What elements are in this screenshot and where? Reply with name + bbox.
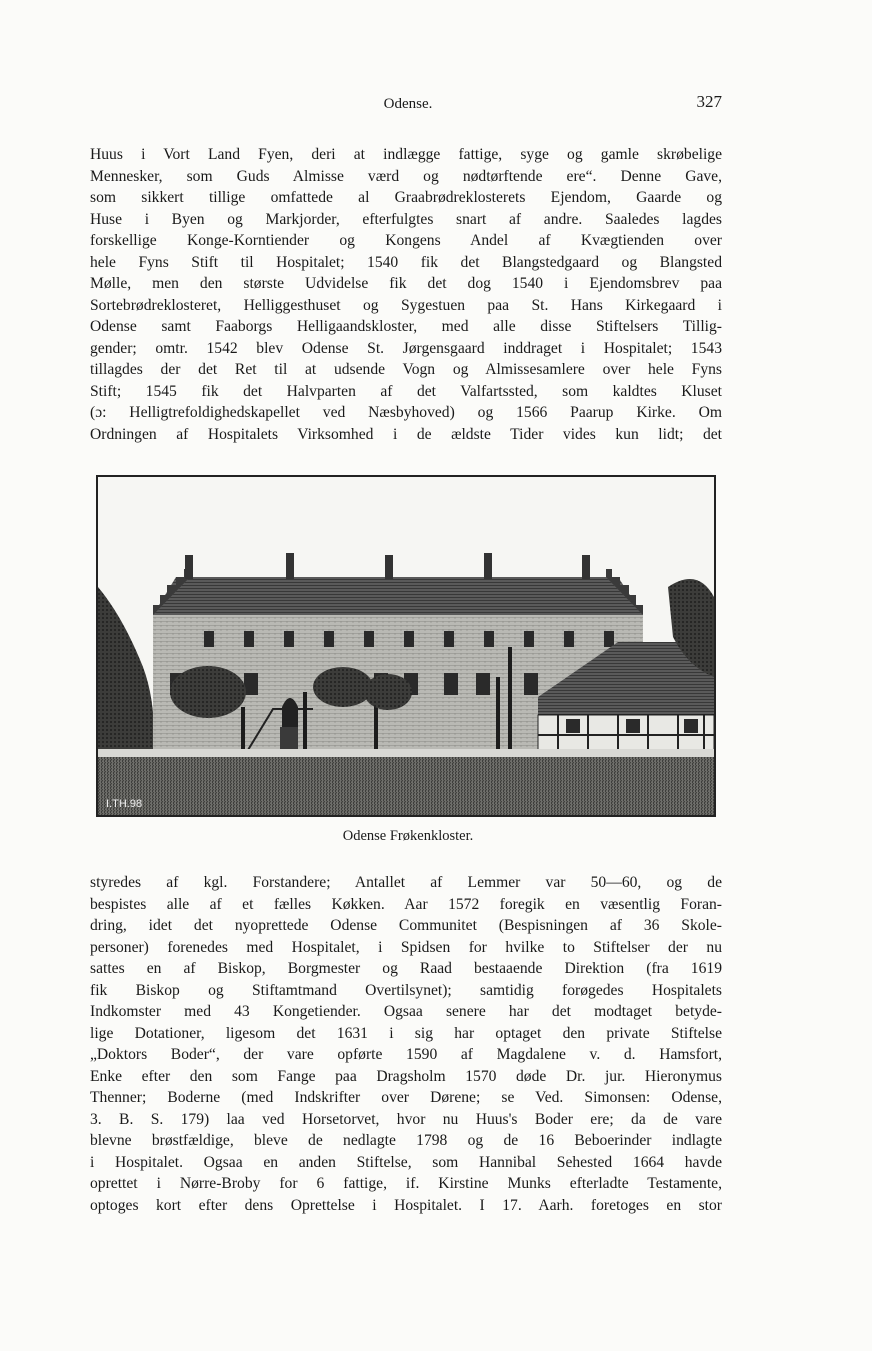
text-line: bespistes alle af et fælles Køkken. Aar 1572 foregik en væsentlig Foran- — [90, 895, 722, 913]
text-line: i Hospitalet. Ogsaa en anden Stiftelse, som Hannibal Sehested 1664 havde — [90, 1153, 722, 1171]
courtyard-path — [98, 749, 714, 757]
text-line: fik Biskop og Stiftamtmand Overtilsynet); samtidig forøgedes Hospitalets — [90, 981, 722, 999]
chimney — [286, 553, 294, 579]
chimney — [484, 553, 492, 579]
text-line: Indkomster med 43 Kongetiender. Ogsaa senere har det modtaget betyde- — [90, 1003, 722, 1020]
text-line: lige Dotationer, ligesom det 1631 i sig har optaget den private Stiftelse — [90, 1024, 722, 1042]
text-line: optoges kort efter dens Oprettelse i Hospitalet. I 17. Aarh. foretoges en stor — [90, 1196, 722, 1214]
chimney — [185, 555, 193, 579]
text-line: Sortebrødreklosteret, Helliggesthuset og Sygestuen paa St. Hans Kirkegaard i — [90, 296, 722, 314]
page-header — [0, 92, 872, 116]
building-engraving — [98, 477, 714, 815]
text-line: dring, idet det nyoprettede Odense Communitet (Bespisningen af 36 Skole- — [90, 917, 722, 934]
running-title: Odense. — [383, 96, 433, 112]
chimney — [385, 555, 393, 579]
text-line: oprettet i Nørre-Broby for 6 fattige, if. Kirstine Munks efterladte Testamente, — [90, 1175, 722, 1192]
text-line: sattes en af Biskop, Borgmester og Raad bestaaende Direktion (fra 1619 — [90, 960, 722, 977]
text-line: Thenner; Boderne (med Indskrifter over Dørene; se Ved. Simonsen: Odense, — [90, 1089, 722, 1106]
text-line: som sikkert tillige omfattede al Graabrødreklosterets Ejendom, Gaarde og — [90, 189, 722, 206]
text-line: Huse i Byen og Markjorder, efterfulgtes snart af andre. Saaledes lagdes — [90, 210, 722, 228]
text-line: Enke efter den som Fange paa Dragsholm 1570 døde Dr. jur. Hieronymus — [90, 1067, 722, 1085]
text-line: styredes af kgl. Forstandere; Antallet af Lemmer var 50—60, og de — [90, 874, 722, 891]
text-line: (ɔ: Helligtrefoldighedskapellet ved Næsbyhoved) og 1566 Paarup Kirke. Om — [90, 404, 722, 421]
main-roof — [153, 577, 643, 615]
paragraph-bottom — [90, 872, 722, 1216]
lawn — [98, 755, 714, 815]
illustration-frokenkloster — [96, 475, 716, 817]
text-line: Mølle, men den største Udvidelse fik det dog 1540 i Ejendomsbrev paa — [90, 275, 722, 292]
page-number: 327 — [696, 92, 722, 111]
text-line: 3. B. S. 179) laa ved Horsetorvet, hvor nu Huus's Boder ere; da de vare — [90, 1110, 722, 1128]
figure-caption: Odense Frøkenkloster. — [342, 828, 474, 844]
text-line: gender; omtr. 1542 blev Odense St. Jørgensgaard inddraget i Hospitalet; 1543 — [90, 339, 722, 357]
text-line: Huus i Vort Land Fyen, deri at indlægge fattige, syge og gamle skrøbelige — [90, 146, 722, 163]
text-line: personer) forenedes med Hospitalet, i Spidsen for hvilke to Stiftelser der nu — [90, 938, 722, 956]
text-line: forskellige Konge-Korntiender og Kongens Andel af Kvægtienden over — [90, 232, 722, 249]
chimney — [582, 555, 590, 579]
text-line: Mennesker, som Guds Almisse værd og nødtørftende ere“. Denne Gave, — [90, 167, 722, 185]
text-line: „Doktors Boder“, der vare opførte 1590 af Magdalene v. d. Hamsfort, — [90, 1046, 722, 1063]
text-line: hele Fyns Stift til Hospitalet; 1540 fik det Blangstedgaard og Blangsted — [90, 253, 722, 271]
text-line: Stift; 1545 fik det Halvparten af det Valfartssted, som kaldtes Kluset — [90, 382, 722, 400]
paragraph-top — [90, 144, 722, 445]
artist-monogram: I.TH.98 — [106, 798, 143, 810]
lower-door — [280, 727, 298, 750]
text-line: Ordningen af Hospitalets Virksomhed i de ældste Tider vides kun lidt; det — [90, 425, 722, 443]
text-line: blevne brøstfældige, bleve de nedlagte 1798 og de 16 Beboerinder indlagte — [90, 1132, 722, 1149]
text-line: tillagdes der det Ret til at udsende Vogn og Almissesamlere over hele Fyns — [90, 361, 722, 378]
text-line: Odense samt Faaborgs Helligaandskloster, med alle disse Stiftelsers Tillig- — [90, 318, 722, 335]
